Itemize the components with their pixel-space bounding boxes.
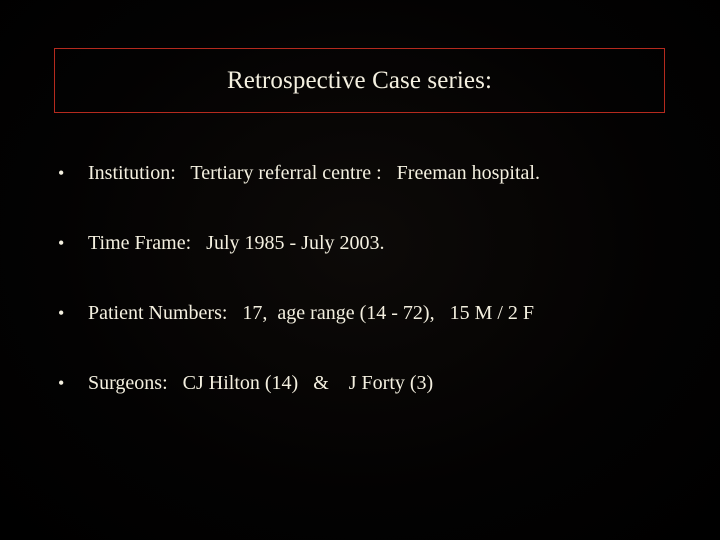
bullet-text-institution: Institution: Tertiary referral centre : Freeman hospital. xyxy=(88,162,540,184)
bullet-list xyxy=(58,162,698,442)
bullet-item-time-frame xyxy=(58,232,698,302)
bullet-dot-icon: • xyxy=(58,233,65,253)
bullet-item-patient-numbers xyxy=(58,302,698,372)
bullet-item-surgeons xyxy=(58,372,698,442)
title-box xyxy=(54,48,665,113)
bullet-text-time-frame: Time Frame: July 1985 - July 2003. xyxy=(88,232,385,254)
bullet-dot-icon: • xyxy=(58,373,65,393)
bullet-item-institution xyxy=(58,162,698,232)
bullet-dot-icon: • xyxy=(58,163,65,183)
bullet-text-surgeons: Surgeons: CJ Hilton (14) & J Forty (3) xyxy=(88,372,434,394)
bullet-text-patient-numbers: Patient Numbers: 17, age range (14 - 72), 15 M / 2 F xyxy=(88,302,535,324)
bullet-dot-icon: • xyxy=(58,303,65,323)
slide-title: Retrospective Case series: xyxy=(226,66,492,94)
